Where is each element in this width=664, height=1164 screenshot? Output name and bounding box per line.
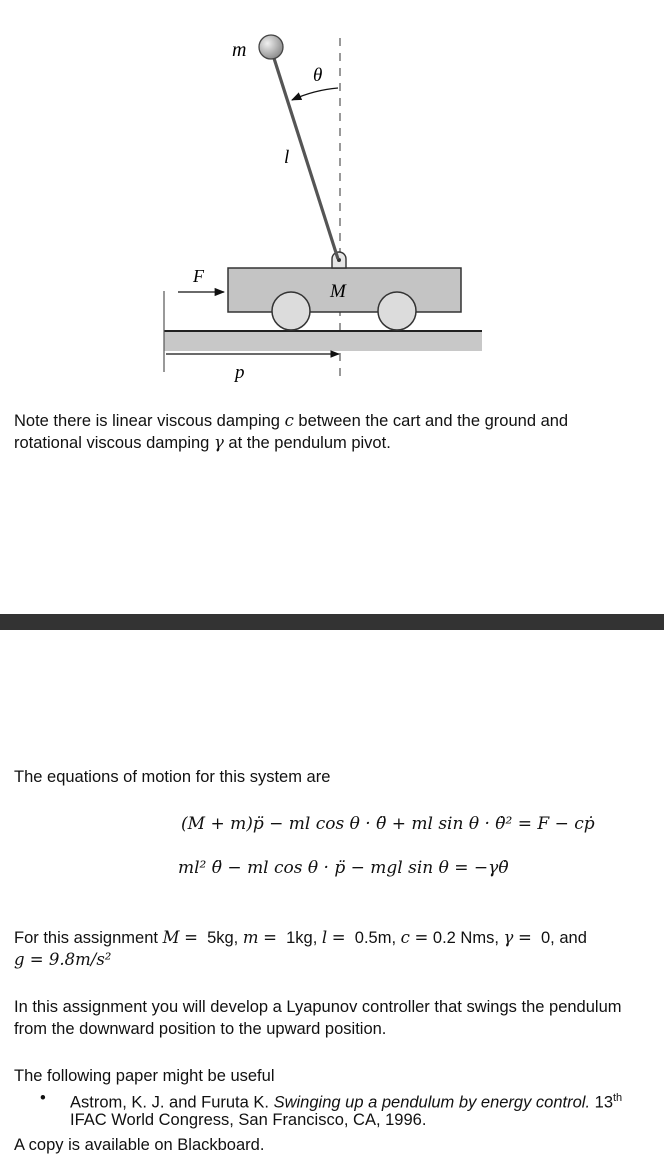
ground bbox=[164, 331, 482, 351]
damping-note-line-2: rotational viscous damping γ at the pendulum pivot. bbox=[14, 433, 391, 452]
theta-arc-arrow bbox=[292, 88, 338, 100]
parameter-values-line: For this assignment M = 5kg, m = 1kg, l = 0.5m, c = 0.2 Nms, γ = 0, and bbox=[14, 928, 587, 947]
reference-entry-line-2: IFAC World Congress, San Francisco, CA, 1996. bbox=[70, 1111, 427, 1129]
label-theta: θ bbox=[313, 65, 323, 86]
reference-title: Swinging up a pendulum by energy control. bbox=[273, 1093, 591, 1112]
equations-intro: The equations of motion for this system are bbox=[14, 768, 331, 786]
reference-entry-line-1: Astrom, K. J. and Furuta K. Swinging up a pendulum by energy control. 13th bbox=[70, 1092, 623, 1112]
copy-availability-note: A copy is available on Blackboard. bbox=[14, 1136, 265, 1154]
reference-bullet: • bbox=[40, 1089, 46, 1107]
cart-wheel-right bbox=[378, 292, 416, 330]
symbol-c: c bbox=[284, 411, 294, 430]
pendulum-cart-figure bbox=[0, 0, 664, 400]
label-length-l: l bbox=[284, 147, 290, 168]
pendulum-rod bbox=[272, 52, 338, 259]
task-description-line-2: from the downward position to the upward position. bbox=[14, 1020, 387, 1038]
task-description-line-1: In this assignment you will develop a Lyapunov controller that swings the pendulum bbox=[14, 998, 622, 1016]
gravity-value: g = 9.8m/s² bbox=[14, 950, 112, 969]
equation-of-motion-1: (M + m)p̈ − ml cos θ · θ̈ + ml sin θ · θ̇² = F − cṗ bbox=[181, 814, 595, 834]
page-separator-bar bbox=[0, 614, 664, 630]
references-intro: The following paper might be useful bbox=[14, 1067, 275, 1085]
label-force-F: F bbox=[193, 266, 204, 286]
pendulum-mass-ball bbox=[259, 35, 283, 59]
label-cart-M: M bbox=[330, 281, 346, 302]
cart-wheel-left bbox=[272, 292, 310, 330]
damping-note-line-1: Note there is linear viscous damping c between the cart and the ground and bbox=[14, 411, 569, 430]
label-mass-m: m bbox=[232, 39, 247, 61]
symbol-gamma: γ bbox=[213, 433, 224, 452]
equation-of-motion-2: ml² θ̈ − ml cos θ · p̈ − mgl sin θ = −γθ̇ bbox=[178, 858, 509, 878]
label-position-p: p bbox=[235, 362, 245, 383]
